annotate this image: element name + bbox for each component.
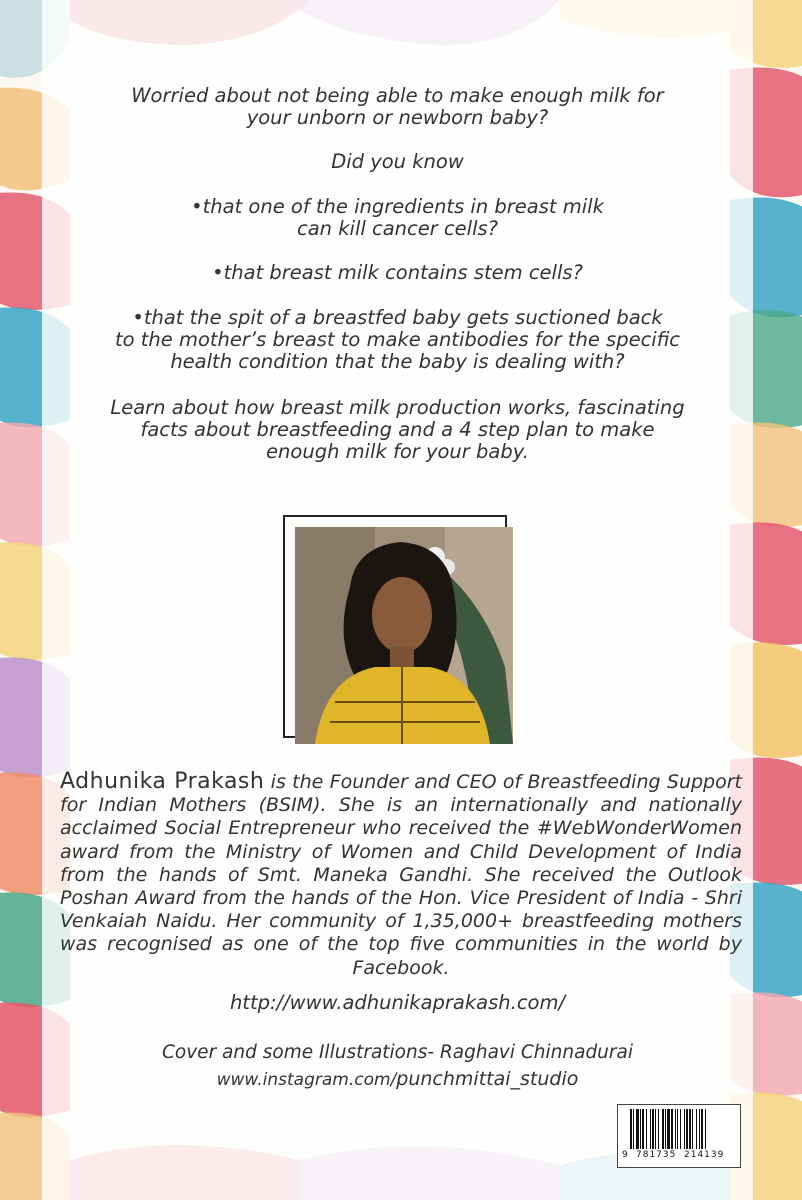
intro-question [42, 85, 753, 129]
fact-cancer-cells [42, 196, 753, 240]
author-bio [60, 770, 742, 980]
isbn-barcode [617, 1104, 741, 1168]
author-name: Adhunika Prakash [60, 769, 265, 794]
cover-credit: Cover and some Illustrations- Raghavi Chinnadurai [162, 1042, 633, 1063]
author-photo [295, 527, 513, 744]
fact-stem-cells [42, 262, 753, 284]
fact-line: can kill cancer cells? [297, 217, 498, 240]
learn-about-paragraph [42, 397, 753, 463]
author-bio-text: is the Founder and CEO of Breastfeeding Support for Indian Mothers (BSIM). She is an internationally and nationally acclaimed Social Entrepreneur who received the #WebWonderWomen award from the Ministry of Women and Child Development of India from the hands of Smt. Maneka Gandhi. She received the Outlook Poshan Award from the hands of the Hon. Vice President of India - Shri Venkaiah Naidu. Her community of 1,35,000+ breastfeeding mothers was recognised as one of the top five communities in the world by Facebook. [60, 771, 742, 979]
fact-antibodies [42, 307, 753, 373]
learn-line: Learn about how breast milk production works, fascinating [110, 396, 685, 419]
fact-line: •that one of the ingredients in breast milk [191, 195, 604, 218]
barcode-bars [630, 1109, 730, 1149]
author-website[interactable]: http://www.adhunikaprakash.com/ [229, 991, 566, 1014]
barcode-right-digits: 214139 [684, 1150, 725, 1160]
instagram-credit[interactable] [42, 1068, 753, 1091]
intro-question-line: Worried about not being able to make enough milk for [131, 84, 664, 107]
barcode-lead-digit: 9 [622, 1150, 628, 1160]
fact-line: •that the spit of a breastfed baby gets suctioned back [132, 306, 663, 329]
learn-line: facts about breastfeeding and a 4 step plan to make [140, 418, 655, 441]
barcode-left-digits: 781735 [636, 1150, 677, 1160]
fact-line: health condition that the baby is dealing with? [170, 350, 625, 373]
intro-question-line: your unborn or newborn baby? [246, 106, 549, 129]
instagram-prefix: www.instagram.com/ [216, 1070, 397, 1090]
fact-line: to the mother’s breast to make antibodies for the specific [114, 328, 681, 351]
did-you-know-heading: Did you know [331, 150, 464, 173]
fact-line: •that breast milk contains stem cells? [212, 261, 583, 284]
learn-line: enough milk for your baby. [266, 440, 529, 463]
instagram-handle: punchmittai_studio [396, 1068, 579, 1090]
